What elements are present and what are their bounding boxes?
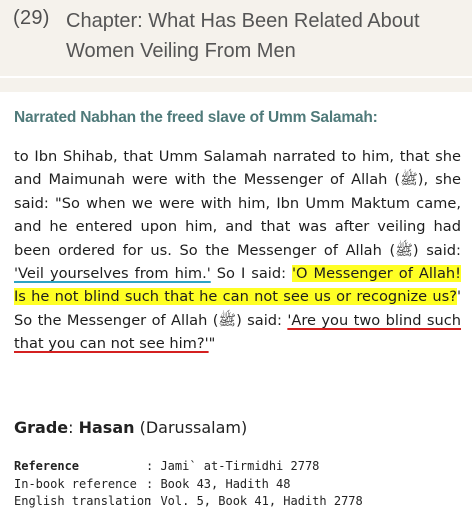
english-translation-label: English translation bbox=[14, 494, 152, 508]
grade-colon: : bbox=[68, 418, 74, 437]
hadith-text-part-2: So I said: bbox=[210, 265, 293, 283]
hadith-text-part-3: ' So the Messenger of Allah (ﷺ) said: bbox=[14, 288, 461, 329]
chapter-number: (29) bbox=[13, 7, 50, 29]
reference-row bbox=[14, 458, 363, 476]
in-book-reference-value: : Book 43, Hadith 48 bbox=[146, 476, 291, 491]
hadith-text bbox=[14, 145, 461, 356]
hadith-grade bbox=[14, 418, 247, 437]
english-translation-row bbox=[14, 493, 363, 511]
grade-label: Grade bbox=[14, 418, 69, 437]
reference-value[interactable]: : Jami` at-Tirmidhi 2778 bbox=[146, 459, 320, 473]
english-translation-value: : Vol. 5, Book 41, Hadith 2778 bbox=[146, 494, 363, 508]
quote-are-you-two-blind: 'Are you two blind such that you can not see him?' bbox=[14, 311, 461, 353]
quote-veil-yourselves: 'Veil yourselves from him.' bbox=[14, 265, 211, 283]
in-book-reference-row bbox=[14, 476, 363, 494]
hadith-text-part-1: to Ibn Shihab, that Umm Salamah narrated to him, that she and Maimunah were with the Messenger of Allah (ﷺ), she said: "So when we were with him, Ibn Umm Maktum came, and he entered upon him, and that was after veiling had been ordered for us. So the Messenger of Allah (ﷺ) said: bbox=[14, 148, 461, 259]
highlighted-quote-is-he-not-blind: 'O Messenger of Allah! Is he not blind such that he can not see us or recognize us? bbox=[14, 265, 461, 306]
section-divider bbox=[0, 78, 472, 92]
hadith-narrator: Narrated Nabhan the freed slave of Umm Salamah: bbox=[14, 109, 378, 126]
grade-source: (Darussalam) bbox=[139, 418, 248, 437]
hadith-text-part-4: " bbox=[208, 335, 216, 353]
in-book-reference-label: In-book reference bbox=[14, 476, 137, 491]
chapter-title: Chapter: What Has Been Related About Women Veiling From Men bbox=[66, 10, 420, 62]
reference-table bbox=[14, 458, 363, 511]
grade-value: Hasan bbox=[78, 418, 135, 437]
reference-label: Reference bbox=[14, 459, 80, 473]
chapter-header bbox=[0, 0, 472, 76]
